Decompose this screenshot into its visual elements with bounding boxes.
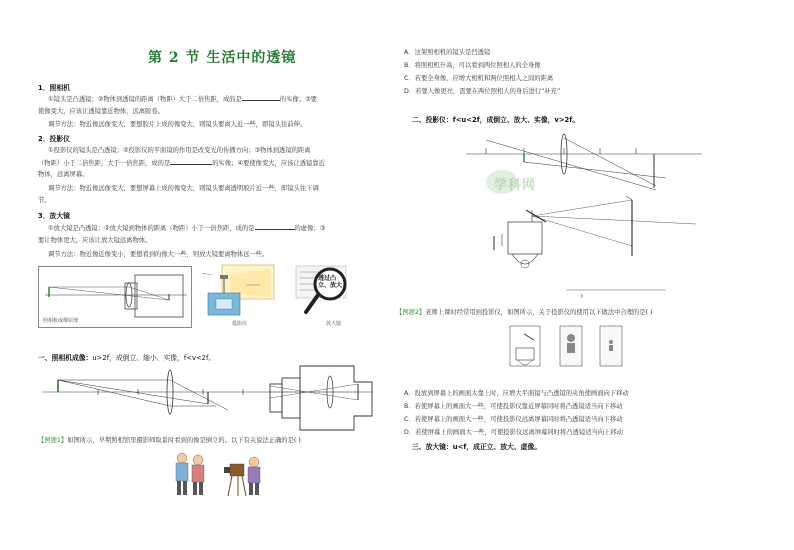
projector-line-5: 节。 bbox=[38, 197, 51, 204]
example-2-tag: 【例题2】 bbox=[396, 309, 426, 316]
example-1-option-c[interactable]: C．若要全身像，应增大相机和两位照相人之间的距离 bbox=[404, 75, 554, 82]
magnifier-line-1-text: ①放大镜是凸透镜；②放大镜到物体的距离（物距）小于一倍焦距，成的是 bbox=[48, 225, 255, 232]
camera-imaging-heading bbox=[38, 352, 215, 362]
magnifier-lens-text: 透过凸立、放大 bbox=[318, 275, 343, 289]
magnifier-adjust-method: 调节方法：物近像近像变小，要想看到的像大一些，则放大镜要离物体远一些。 bbox=[48, 251, 269, 258]
section-camera-heading: 1．照相机 bbox=[38, 84, 70, 92]
projector-line-2-text: （物距）小于二倍焦距，大于一倍焦距，成的是 bbox=[38, 160, 171, 167]
magnifier-answer-blank[interactable] bbox=[255, 223, 295, 230]
example-1-illustration bbox=[168, 448, 268, 498]
example-1-question: 如图所示，早期照相馆里摄影师取景时看到的像是倒立的。以下有关说法正确的是( ) bbox=[67, 437, 301, 444]
watermark-logo: 学科网 bbox=[494, 178, 537, 193]
magnifier-line-1-tail: 的虚像；③ bbox=[294, 225, 326, 232]
camera-answer-blank[interactable] bbox=[242, 94, 280, 101]
example-2-question: 老师上课时经常用到投影仪，如图所示，关于投影仪的使用以下做法中合理的是( ) bbox=[425, 309, 653, 316]
magnifier-illustration bbox=[294, 262, 356, 330]
projector-line-2-tail: 的实像；④要使像变大，应该让透镜靠近 bbox=[212, 160, 325, 167]
example-1-option-b[interactable]: B．将照相机升高，可以看到两位照相人的全身像 bbox=[404, 62, 541, 69]
example-1-tag: 【例题1】 bbox=[38, 437, 68, 444]
projector-line-1: ①投影仪的镜头是凸透镜；②投影仪的平面镜的作用是改变光的传播方向；③物体到透镜的距离 bbox=[48, 147, 311, 154]
camera-line-2: 使像变大，应该让透镜靠近物体，远离胶卷。 bbox=[38, 108, 164, 115]
page-title: 第 2 节 生活中的透镜 bbox=[148, 50, 297, 66]
camera-line-1-text: ①镜头是凸透镜；②物体到透镜的距离（物距）大于二倍焦距，成的是 bbox=[48, 96, 242, 103]
camera-imaging-rule: u>2f，成倒立、缩小、实像，f<v<2f。 bbox=[92, 354, 216, 362]
section-magnifier-heading: 3．放大镜 bbox=[38, 212, 70, 220]
magnifier-figure bbox=[294, 262, 356, 330]
section-projector-heading: 2．投影仪 bbox=[38, 135, 70, 143]
camera-principle-figure bbox=[38, 266, 192, 328]
example-1-option-a[interactable]: A．这架照相机的镜头是凹透镜 bbox=[404, 49, 491, 56]
camera-imaging-heading-label: 一、照相机成像： bbox=[38, 354, 93, 362]
projector-line-2 bbox=[38, 158, 325, 168]
example-2-option-b[interactable]: B．若使屏幕上的画面大一些，可使投影仪靠近屏幕同时将凸透镜适当向下移动 bbox=[404, 403, 623, 410]
projector-ray-diagram bbox=[466, 126, 706, 306]
projector-adjust-method: 调节方法：物近像远像变大，要想屏幕上成的像变大，则镜头要离透明胶片近一些，即镜头往下调 bbox=[48, 185, 319, 192]
example-2-option-c[interactable]: C．若使屏幕上的画面大一些，可使投影仪远离屏幕同时将凸透镜适当向下移动 bbox=[404, 416, 623, 423]
magnifier-line-2: 要让物体更大，应该让放大镜远离物体。 bbox=[38, 237, 152, 244]
camera-figure-caption: 照相机成像原理 bbox=[43, 318, 79, 324]
projector-section-heading: 二、投影仪：f<u<2f，成倒立、放大、实像，v>2f。 bbox=[412, 116, 580, 124]
camera-adjust-method: 调节方法：物近像远像变大，要想胶片上成的像变大，则镜头要离人近一些，即镜头往前伸。 bbox=[48, 121, 307, 128]
example-2-option-d[interactable]: D．若使屏幕上的画面大一些，可使投影仪远离屏幕同时将凸透镜适当向上移动 bbox=[404, 429, 623, 436]
example-1 bbox=[38, 436, 301, 445]
camera-line-1-tail: 的实像；③要 bbox=[279, 96, 318, 103]
camera-line-1 bbox=[48, 94, 317, 104]
example-2-option-a[interactable]: A．投放到屏幕上的画面太靠上时，应增大平面镜与凸透镜的夹角使画面向下移动 bbox=[404, 390, 629, 397]
example-2 bbox=[396, 308, 653, 317]
projector-answer-blank[interactable] bbox=[170, 158, 212, 165]
magnifier-line-1 bbox=[48, 223, 325, 233]
camera-ray-diagram bbox=[38, 364, 378, 432]
projector-figure bbox=[200, 263, 278, 329]
magnifier-caption: 放大镜 bbox=[326, 321, 342, 327]
projector-line-3: 物体，远离屏幕。 bbox=[38, 171, 89, 178]
example-2-figures bbox=[500, 322, 650, 374]
example-1-option-d[interactable]: D．若要人像更亮，需要在两位照相人的身后进行“补充” bbox=[404, 88, 561, 95]
projector-caption: 投影仪 bbox=[232, 321, 248, 327]
magnifier-section-heading: 三、放大镜：u<f，成正立、放大、虚像。 bbox=[412, 443, 542, 451]
